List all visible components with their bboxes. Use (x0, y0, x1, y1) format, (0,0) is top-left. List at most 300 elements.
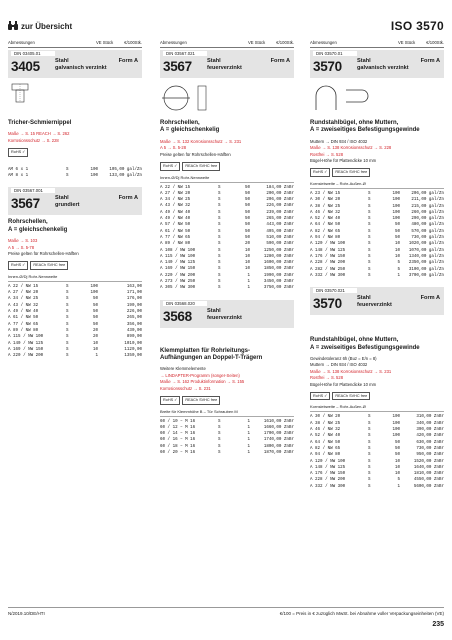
product-form: Form A (118, 58, 138, 64)
table-cell: S (66, 341, 69, 346)
table-cell: 60 / 20 – M 16 (160, 451, 196, 455)
page-title: ISO 3570 (390, 19, 444, 33)
page-number: 235 (432, 621, 444, 628)
product-title: Rundstahlbügel, ohne Muttern, A = zweiseitiges Befestigungsgewinde (310, 337, 420, 351)
table-subheader: Innen-Ø/Dj Rohr-Nennweite (8, 274, 142, 282)
table-cell: S (66, 167, 69, 172)
table-cell: S (66, 316, 69, 321)
table-cell: 10 (394, 248, 400, 253)
table-cell: 50 (394, 236, 400, 241)
table-cell: 2350,00 gal/Zn (408, 261, 444, 266)
table-cell: 3450,00 ZnBr (263, 279, 294, 284)
table-cell: A 228 / NW 200 (310, 261, 346, 266)
table-cell: 1070,00 gal/Zn (408, 248, 444, 253)
table-cell: 1350,00 (124, 354, 142, 359)
table-cell: 60 / 16 – M 16 (160, 438, 196, 443)
table-cell: 1520,00 ZnBr (413, 459, 444, 464)
table-cell: 730,00 gal/Zn (411, 236, 444, 241)
table-cell: 420,00 ZnBr (416, 434, 444, 439)
table-cell: 211,00 gal/Zn (411, 198, 444, 203)
table-cell: S (368, 254, 371, 259)
table-subheader: Innen-Ø/Dj Rohr-Nennweite (160, 175, 294, 183)
table-cell: S (218, 432, 221, 437)
table-cell: 290,00 gal/Zn (411, 217, 444, 222)
reference-link[interactable]: Maße → S. 138 Korrosionsschutz → S. 228 (310, 145, 392, 151)
product-material: Stahl feuerverzinkt (207, 307, 242, 321)
table-cell: 50 (92, 322, 98, 327)
table-cell: 1 (247, 425, 250, 430)
table-cell: 50 (244, 204, 250, 209)
table-cell: 10 (244, 267, 250, 272)
reference-link[interactable]: Rostfrei → S. 528 (310, 375, 344, 381)
table-cell: 171,00 (126, 291, 142, 296)
table-cell: 100 (392, 415, 400, 420)
table-cell: 20 (92, 328, 98, 333)
table-cell: S (218, 248, 221, 253)
table-cell: 1740,00 ZnBr (263, 438, 294, 443)
table-cell: 100 (90, 167, 98, 172)
table-cell: 226,00 (126, 310, 142, 315)
din-number: DIN 03567.021 (163, 51, 207, 56)
column-3 (310, 40, 444, 490)
table-cell: 1 (247, 279, 250, 284)
table-cell: S (368, 217, 371, 222)
table-cell: 50 (244, 191, 250, 196)
table-cell: A 34 / NW 25 (8, 297, 39, 302)
table-cell: A 282 / NW 250 (310, 267, 346, 272)
table-cell: S (218, 451, 221, 455)
top-bar (8, 4, 444, 32)
table-cell: 176,00 (126, 297, 142, 302)
table-cell: 890,00 (126, 335, 142, 340)
table-cell: 100 (392, 204, 400, 209)
table-cell: A 94 / NW 80 (310, 236, 341, 241)
table-cell: A 57 / NW 50 (160, 223, 191, 228)
reference-link[interactable]: Maße → S. 162 Produktinformation → S. 155 (160, 379, 245, 385)
table-cell: 50 (92, 303, 98, 308)
column-header: Abmessungen VE Stück €/100Stk. (310, 40, 444, 48)
table-cell: 260,00 gal/Zn (411, 210, 444, 215)
table-cell: S (368, 236, 371, 241)
table-cell: 100 (392, 191, 400, 196)
table-cell: 570,00 gal/Zn (411, 229, 444, 234)
rohs-badge: RoHS ✓ (160, 396, 180, 405)
table-row (310, 273, 444, 279)
table-cell: 340,00 ZnBr (416, 421, 444, 426)
product-material: Stahl galvanisch verzinkt (55, 58, 107, 71)
table-cell: 239,00 ZnBr (266, 210, 294, 215)
table-cell: S (218, 267, 221, 272)
table-cell: 50 (244, 185, 250, 190)
table-cell: S (218, 235, 221, 240)
table-cell: 50 (394, 440, 400, 445)
rohs-badge: RoHS ✓ (8, 261, 28, 270)
reference-link[interactable]: A 5 → S. 5-78 (8, 244, 35, 250)
back-to-overview-link[interactable]: zur Übersicht (21, 22, 73, 31)
table-cell: 100 (392, 210, 400, 215)
reference-link[interactable]: → LINDAPTER-Programm (songer-Seiten) (160, 372, 240, 378)
table-cell: 50 (244, 223, 250, 228)
table-cell: S (368, 465, 371, 470)
price-table (160, 419, 294, 457)
table-cell: A 176 / NW 150 (310, 254, 346, 259)
table-cell: A 30 / NW 20 (310, 415, 341, 420)
table-cell: 430,00 (126, 328, 142, 333)
table-cell: A 34 / NW 25 (160, 198, 191, 203)
table-cell: A 89 / NW 80 (160, 242, 191, 247)
table-cell: 730,00 ZnBr (416, 446, 444, 451)
table-cell: 50 (92, 297, 98, 302)
table-cell: 4550,00 ZnBr (413, 478, 444, 483)
table-cell: S (218, 185, 221, 190)
table-cell: S (368, 267, 371, 272)
table-cell: A 61 / NW 50 (160, 229, 191, 234)
table-cell: 133,00 gal/Zn (109, 174, 142, 179)
price-note: Preise gelten für Rohrschellen-Hälften (160, 151, 231, 157)
info-note: Muttern → DIN 934 / ISO 4032 (310, 138, 368, 144)
table-cell: 50 (92, 316, 98, 321)
table-cell: A 27 / NW 20 (160, 191, 191, 196)
column-header: Abmessungen VE Stück €/100Stk. (8, 40, 142, 48)
product-number: 3405 (11, 59, 40, 74)
product-title: Klemmplatten für Rohrleitungs- Aufhängungen an Doppel-T-Trägern (160, 347, 263, 361)
price-note: Preise gelten für Rohrschellen-Hälften (8, 250, 79, 256)
table-cell: 100 (392, 434, 400, 439)
product-number: 3568 (163, 308, 192, 324)
table-cell: S (66, 303, 69, 308)
product-form: Form A (420, 295, 440, 302)
product-title: Tricher-Schmiernippel (8, 120, 72, 126)
table-cell: S (368, 472, 371, 477)
table-cell: 1660,00 ZnBr (263, 425, 294, 430)
table-cell: 200,00 ZnBr (266, 191, 294, 196)
table-cell: 3100,00 gal/Zn (408, 267, 444, 272)
table-cell: A 77 / NW 65 (8, 322, 39, 327)
table-cell: 480,00 gal/Zn (411, 223, 444, 228)
table-cell: S (368, 434, 371, 439)
table-cell: 3700,00 gal/Zn (408, 273, 444, 278)
table-cell: 1010,00 (124, 341, 142, 346)
table-cell: S (368, 261, 371, 266)
table-row (160, 285, 294, 291)
document-code: N/2019.10/DE/HTI (8, 611, 45, 616)
table-cell: 1700,00 ZnBr (263, 432, 294, 437)
reach-badge: REACh SVHC free (182, 396, 220, 405)
table-cell: 100 (90, 284, 98, 289)
product-title: Rundstahlbügel, ohne Muttern, A = zweiseitiges Befestigungsgewinde (310, 120, 420, 134)
table-cell: 60 / 10 – M 16 (160, 419, 196, 424)
table-cell: S (368, 273, 371, 278)
reference-link[interactable]: Korrosionsschutz → S. 231 (160, 385, 211, 391)
rohs-badge: RoHS ✓ (160, 162, 180, 171)
reach-badge: REACh SVHC free (30, 261, 68, 270)
table-cell: S (368, 421, 371, 426)
table-subheader: Kornsiebweite – Rohr-Außen-Ø (310, 404, 444, 412)
table-cell: A 140 / NW 125 (8, 341, 44, 346)
product-number: 3570 (313, 59, 342, 74)
table-cell: A 120 / NW 100 (310, 459, 346, 464)
table-cell: 1250,00 ZnBr (263, 248, 294, 253)
price-table (310, 191, 444, 279)
table-cell: 1640,00 ZnBr (413, 465, 444, 470)
table-cell: S (368, 204, 371, 209)
table-cell: 10 (92, 347, 98, 352)
table-cell: 10 (92, 341, 98, 346)
reference-link[interactable]: Rostfrei → S. 528 (310, 151, 344, 157)
table-cell: A 22 / NW 15 (160, 185, 191, 190)
table-cell: 1810,00 ZnBr (413, 472, 444, 477)
table-cell: A 176 / NW 150 (310, 472, 346, 477)
table-cell: S (368, 428, 371, 433)
table-cell: 20 (244, 242, 250, 247)
table-cell: A 89 / NW 80 (8, 328, 39, 333)
table-cell: 356,00 (126, 322, 142, 327)
table-cell: S (218, 254, 221, 259)
table-cell: 50 (394, 223, 400, 228)
table-cell: S (368, 415, 371, 420)
table-cell: S (218, 286, 221, 291)
table-row (160, 450, 294, 456)
table-cell: 1990,00 ZnBr (263, 273, 294, 278)
product-block-3570-feuerverzinkt (310, 287, 444, 315)
table-cell: 1 (247, 286, 250, 291)
page-footer (8, 607, 444, 616)
table-cell: 50 (244, 217, 250, 222)
product-form: Form A (270, 58, 290, 64)
table-cell: A 115 / NW 100 (8, 335, 44, 340)
price-table (8, 284, 142, 360)
product-title: Rohrschellen, A = gleichschenkelig (160, 120, 220, 134)
table-cell: A 52 / NW 40 (310, 217, 341, 222)
table-row (8, 173, 142, 179)
column-2 (160, 40, 294, 456)
table-cell: 50 (244, 229, 250, 234)
table-cell: 1870,00 ZnBr (263, 451, 294, 455)
table-cell: 60 / 18 – M 16 (160, 444, 196, 449)
table-cell: S (218, 444, 221, 449)
table-cell: S (368, 446, 371, 451)
table-cell: A 27 / NW 20 (8, 291, 39, 296)
table-cell: 390,00 ZnBr (416, 428, 444, 433)
table-cell: S (368, 191, 371, 196)
table-cell: 5 (397, 261, 400, 266)
table-cell: S (66, 310, 69, 315)
table-cell: 50 (92, 310, 98, 315)
table-cell: 1340,00 gal/Zn (408, 254, 444, 259)
table-cell: A 38 / NW 25 (310, 204, 341, 209)
table-cell: 443,00 ZnBr (266, 223, 294, 228)
table-cell: S (368, 229, 371, 234)
table-cell: 184,00 ZnBr (266, 185, 294, 190)
table-cell: 5 (397, 478, 400, 483)
table-cell: A 46 / NW 32 (310, 428, 341, 433)
table-cell: S (66, 354, 69, 359)
info-note: Muttern → DIN 934 / ISO 4032 (310, 362, 368, 368)
table-cell: A 43 / NW 32 (8, 303, 39, 308)
table-cell: A 148 / NW 125 (310, 465, 346, 470)
table-cell: 10 (394, 465, 400, 470)
binoculars-icon[interactable] (8, 21, 18, 30)
table-cell: 100 (392, 428, 400, 433)
table-cell: 5 (397, 267, 400, 272)
table-cell: 590,00 ZnBr (266, 242, 294, 247)
table-cell: 50 (394, 453, 400, 458)
table-cell: 50 (244, 198, 250, 203)
table-cell: S (368, 478, 371, 483)
price-table (160, 185, 294, 292)
price-table (310, 414, 444, 490)
product-material: Stahl feuerverzinkt (207, 58, 242, 71)
price-note-footer: €/100 = Preis in € zuzüglich MwSt. bei Abnahme voller Verpackungseinheiten (VE) (279, 611, 444, 616)
column-1 (8, 40, 142, 359)
reference-link[interactable]: Maße → S. 138 Korrosionsschutz → S. 231 (310, 368, 392, 374)
reference-link[interactable]: Korrosionsschutz → S. 228 (8, 137, 59, 143)
table-cell: A 64 / NW 50 (310, 223, 341, 228)
reference-link[interactable]: A 5 → S. 5-28 (160, 145, 187, 151)
reach-badge: REACh SVHC free (332, 168, 370, 177)
din-number: DIN 03570.021 (313, 288, 357, 293)
table-cell: A 30 / NW 20 (310, 198, 341, 203)
product-number: 3567 (163, 59, 192, 74)
column-header: Abmessungen VE Stück €/100Stk. (160, 40, 294, 48)
table-row (8, 353, 142, 359)
table-cell: AM 6 x 1 (8, 167, 29, 172)
table-cell: S (368, 459, 371, 464)
table-cell: S (368, 198, 371, 203)
table-cell: 100 (392, 198, 400, 203)
table-cell: A 46 / NW 32 (310, 210, 341, 215)
info-note: Bügel-Höhe für Plattendicke 10 mm (310, 381, 377, 387)
table-cell: 5600,00 ZnBr (413, 484, 444, 489)
table-cell: A 169 / NW 150 (160, 267, 196, 272)
table-cell: A 82 / NW 65 (310, 446, 341, 451)
table-cell: A 228 / NW 200 (310, 478, 346, 483)
table-cell: 1 (397, 484, 400, 489)
table-cell: 1850,00 ZnBr (263, 267, 294, 272)
table-cell: 100 (392, 217, 400, 222)
table-cell: 1020,00 gal/Zn (408, 242, 444, 247)
table-cell: AM 8 x 1 (8, 174, 29, 179)
table-cell: S (218, 242, 221, 247)
table-cell: 100 (90, 174, 98, 179)
table-cell: 1 (95, 354, 98, 359)
product-drawing (8, 82, 142, 116)
table-cell: S (218, 273, 221, 278)
table-cell: 1 (247, 438, 250, 443)
table-cell: 50 (394, 229, 400, 234)
table-cell: 215,00 gal/Zn (411, 204, 444, 209)
table-cell: 100 (392, 421, 400, 426)
table-cell: S (218, 438, 221, 443)
table-cell: 105,00 gal/Zn (109, 167, 142, 172)
product-form: Form A (118, 195, 138, 202)
din-number: DIN 03568.020 (163, 301, 207, 306)
product-title: Rohrschellen, A = gleichschenkelig (8, 219, 68, 233)
table-cell: A 38 / NW 25 (310, 421, 341, 426)
table-cell: A 77 / NW 65 (160, 235, 191, 240)
table-cell: S (368, 210, 371, 215)
table-cell: 10 (244, 248, 250, 253)
table-cell: 10 (394, 254, 400, 259)
product-material: Stahl feuerverzinkt (357, 295, 392, 309)
table-cell: 1 (247, 419, 250, 424)
info-note: Weitere Klemmelemente (160, 366, 206, 372)
table-cell: A 273 / NW 250 (160, 279, 196, 284)
table-cell: 50 (394, 446, 400, 451)
reference-link[interactable]: Maße → S. 15 REACH → S. 262 (8, 131, 70, 137)
table-cell: S (368, 440, 371, 445)
table-cell: A 120 / NW 100 (310, 242, 346, 247)
reference-link[interactable]: Maße → S. 132 Korrosionsschutz → S. 231 (160, 138, 242, 144)
table-cell: S (66, 328, 69, 333)
table-cell: 1 (247, 444, 250, 449)
table-cell: 60 / 12 – M 16 (160, 425, 196, 430)
table-cell: 20 (92, 335, 98, 340)
table-cell: A 148 / NW 125 (310, 248, 346, 253)
table-cell: A 61 / NW 50 (8, 316, 39, 321)
table-cell: 10 (244, 261, 250, 266)
table-cell: S (218, 204, 221, 209)
table-cell: S (218, 198, 221, 203)
table-cell: 1 (247, 432, 250, 437)
table-cell: A 43 / NW 32 (160, 204, 191, 209)
product-number: 3567 (11, 196, 40, 212)
table-cell: S (66, 291, 69, 296)
table-cell: S (218, 229, 221, 234)
product-block-3567-grundiert (8, 187, 142, 215)
table-cell: S (218, 425, 221, 430)
reference-link[interactable]: Maße → S. 103 (8, 238, 38, 244)
table-cell: A 49 / NW 40 (8, 310, 39, 315)
table-cell: A 82 / NW 65 (310, 229, 341, 234)
table-cell: A 332 / NW 300 (310, 484, 346, 489)
table-cell: S (66, 174, 69, 179)
table-cell: S (218, 217, 221, 222)
table-cell: A 108 / NW 100 (160, 248, 196, 253)
table-cell: A 115 / NW 100 (160, 254, 196, 259)
product-drawing (160, 82, 294, 116)
table-cell: 1280,00 ZnBr (263, 254, 294, 259)
table-cell: A 22 / NW 15 (8, 284, 39, 289)
table-cell: 50 (244, 235, 250, 240)
product-block-3405 (8, 50, 142, 78)
din-number: DIN 03567.001 (11, 188, 55, 193)
table-cell: S (368, 484, 371, 489)
product-material: Stahl grundiert (55, 195, 80, 209)
table-cell: S (218, 191, 221, 196)
product-block-3567-feuerverzinkt (160, 50, 294, 78)
table-cell: A 94 / NW 80 (310, 453, 341, 458)
info-note: Bügel-Höhe für Plattendicke 10 mm (310, 158, 377, 164)
table-cell: A 64 / NW 50 (310, 440, 341, 445)
table-cell: 1600,00 ZnBr (263, 261, 294, 266)
rohs-badge: RoHS ✓ (8, 148, 28, 157)
table-cell: S (66, 284, 69, 289)
table-subheader: Kornsiebweite – Rohr-Außen-Ø (310, 181, 444, 189)
table-cell: 3750,00 ZnBr (263, 286, 294, 291)
table-cell: S (218, 210, 221, 215)
table-cell: 10 (394, 459, 400, 464)
table-cell: 1800,00 ZnBr (263, 444, 294, 449)
table-cell: A 332 / NW 300 (310, 273, 346, 278)
table-cell: 10 (244, 254, 250, 259)
table-row (310, 484, 444, 490)
table-cell: 60 / 14 – M 16 (160, 432, 196, 437)
table-cell: 310,00 ZnBr (416, 415, 444, 420)
table-cell: 10 (394, 472, 400, 477)
table-cell: S (218, 223, 221, 228)
product-block-3568 (160, 300, 294, 328)
